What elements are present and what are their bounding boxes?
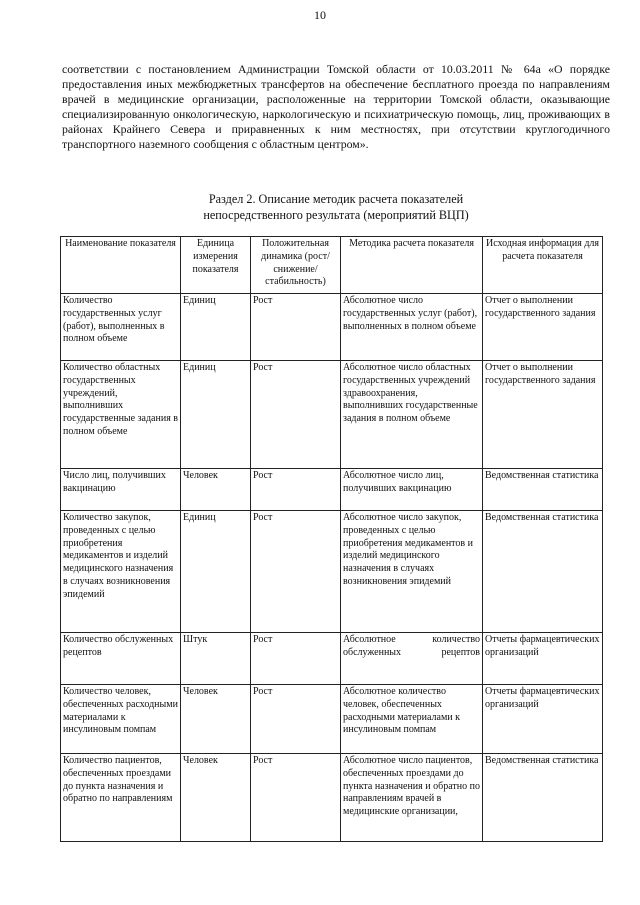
header-trend: Положительная динамика (рост/снижение/ стабильность) — [251, 237, 341, 294]
cell-trend: Рост — [251, 511, 341, 633]
cell-indicator-name: Число лиц, получивших вакцинацию — [61, 469, 181, 511]
cell-trend: Рост — [251, 685, 341, 754]
cell-method: Абсолютное количество человек, обеспеченных расходными материалами к инсулиновым помпам — [341, 685, 483, 754]
header-unit: Единица измерения показателя — [181, 237, 251, 294]
table-row — [61, 754, 603, 842]
cell-trend: Рост — [251, 294, 341, 361]
cell-method: Абсолютное число областных государственных учреждений здравоохранения, выполнивших государственные задания в полном объеме — [341, 361, 483, 469]
cell-source: Отчеты фармацевтических организаций — [483, 685, 603, 754]
cell-source: Отчеты фармацевтических организаций — [483, 633, 603, 685]
table-row — [61, 685, 603, 754]
cell-source: Ведомственная статистика — [483, 469, 603, 511]
table-header-row — [61, 237, 603, 294]
cell-indicator-name: Количество государственных услуг (работ), выполненных в полном объеме — [61, 294, 181, 361]
intro-paragraph: соответствии с постановлением Администрации Томской области от 10.03.2011 № 64а «О порядке предоставления иных межбюджетных трансфертов на обеспечение бесплатного проезда по направлениям врачей в медицинские организации, расположенные на территории Томской области, оказывающие специализированную онкологическую, наркологическую и психиатрическую помощь, лиц, проживающих в районах Крайнего Севера и приравненных к ним местностях, при отсутствии круглогодичного транспортного наземного сообщения с областным центром». — [62, 62, 610, 151]
cell-method: Абсолютное число закупок, проведенных с целью приобретения медикаментов и изделий медицинского назначения в случаях возникновения эпидемий — [341, 511, 483, 633]
cell-trend: Рост — [251, 754, 341, 842]
cell-source: Отчет о выполнении государственного задания — [483, 294, 603, 361]
cell-unit: Единиц — [181, 294, 251, 361]
cell-method: Абсолютное количество обслуженных рецептов — [341, 633, 483, 685]
cell-unit: Единиц — [181, 511, 251, 633]
cell-indicator-name: Количество пациентов, обеспеченных проездами до пункта назначения и обратно по направлениям — [61, 754, 181, 842]
cell-unit: Человек — [181, 685, 251, 754]
cell-indicator-name: Количество областных государственных учреждений, выполнивших государственные задания в полном объеме — [61, 361, 181, 469]
cell-source: Ведомственная статистика — [483, 511, 603, 633]
header-indicator-name: Наименование показателя — [61, 237, 181, 294]
table-row — [61, 294, 603, 361]
cell-trend: Рост — [251, 469, 341, 511]
section-title-line-1: Раздел 2. Описание методик расчета показателей — [208, 192, 464, 206]
cell-indicator-name: Количество закупок, проведенных с целью приобретения медикаментов и изделий медицинского назначения в случаях возникновения эпидемий — [61, 511, 181, 633]
cell-trend: Рост — [251, 361, 341, 469]
header-source: Исходная информация для расчета показателя — [483, 237, 603, 294]
cell-unit: Единиц — [181, 361, 251, 469]
cell-unit: Человек — [181, 754, 251, 842]
section-title-line-2: непосредственного результата (мероприятий ВЦП) — [203, 208, 469, 222]
cell-unit: Человек — [181, 469, 251, 511]
cell-unit: Штук — [181, 633, 251, 685]
cell-indicator-name: Количество человек, обеспеченных расходными материалами к инсулиновым помпам — [61, 685, 181, 754]
indicators-table — [60, 236, 603, 842]
cell-source: Ведомственная статистика — [483, 754, 603, 842]
cell-method: Абсолютное число пациентов, обеспеченных проездами до пункта назначения и обратно по направлениям врачей в медицинские организации, — [341, 754, 483, 842]
page-number: 10 — [314, 8, 326, 22]
cell-method: Абсолютное число государственных услуг (работ), выполненных в полном объеме — [341, 294, 483, 361]
cell-source: Отчет о выполнении государственного задания — [483, 361, 603, 469]
table-row — [61, 361, 603, 469]
cell-indicator-name: Количество обслуженных рецептов — [61, 633, 181, 685]
header-method: Методика расчета показателя — [341, 237, 483, 294]
cell-method: Абсолютное число лиц, получивших вакцинацию — [341, 469, 483, 511]
table-row — [61, 633, 603, 685]
table-row — [61, 469, 603, 511]
table-row — [61, 511, 603, 633]
section-title — [62, 191, 610, 223]
cell-trend: Рост — [251, 633, 341, 685]
